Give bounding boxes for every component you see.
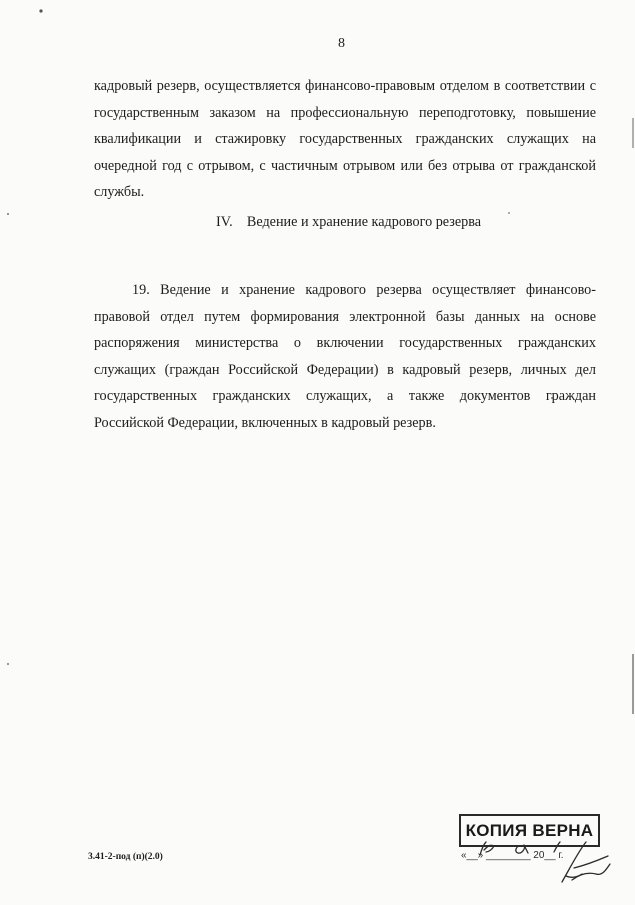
handwritten-date-marks bbox=[470, 838, 570, 860]
section-heading bbox=[216, 214, 481, 231]
paragraph-19: 19. Ведение и хранение кадрового резерва осуществляет финансово-правовой отдел путем формирования электронной базы данных на основе распоряжения министерства о включении государственных гражданских служащих (граждан Российской Федерации) в кадровый резерв, личных дел государственных гражданских служащих, а также документов граждан Российской Федерации, включенных в кадровый резерв. bbox=[94, 282, 596, 431]
stamp-title: КОПИЯ ВЕРНА bbox=[459, 814, 600, 847]
document-code: 3.41-2-под (п)(2.0) bbox=[88, 852, 163, 862]
stamp-date-line: «__» ________ 20__ г. bbox=[461, 850, 564, 861]
paragraph-continuation: кадровый резерв, осуществляется финансово-правовым отделом в соответствии с государственным заказом на профессиональную переподготовку, повышение квалификации и стажировку государственных гражданских служащих на очередной год с отрывом, с частичным отрывом или без отрыва от гражданской службы. bbox=[94, 78, 596, 201]
page-number: 8 bbox=[338, 36, 345, 51]
section-title: Ведение и хранение кадрового резерва bbox=[246, 214, 482, 230]
section-number: IV. bbox=[216, 214, 233, 230]
